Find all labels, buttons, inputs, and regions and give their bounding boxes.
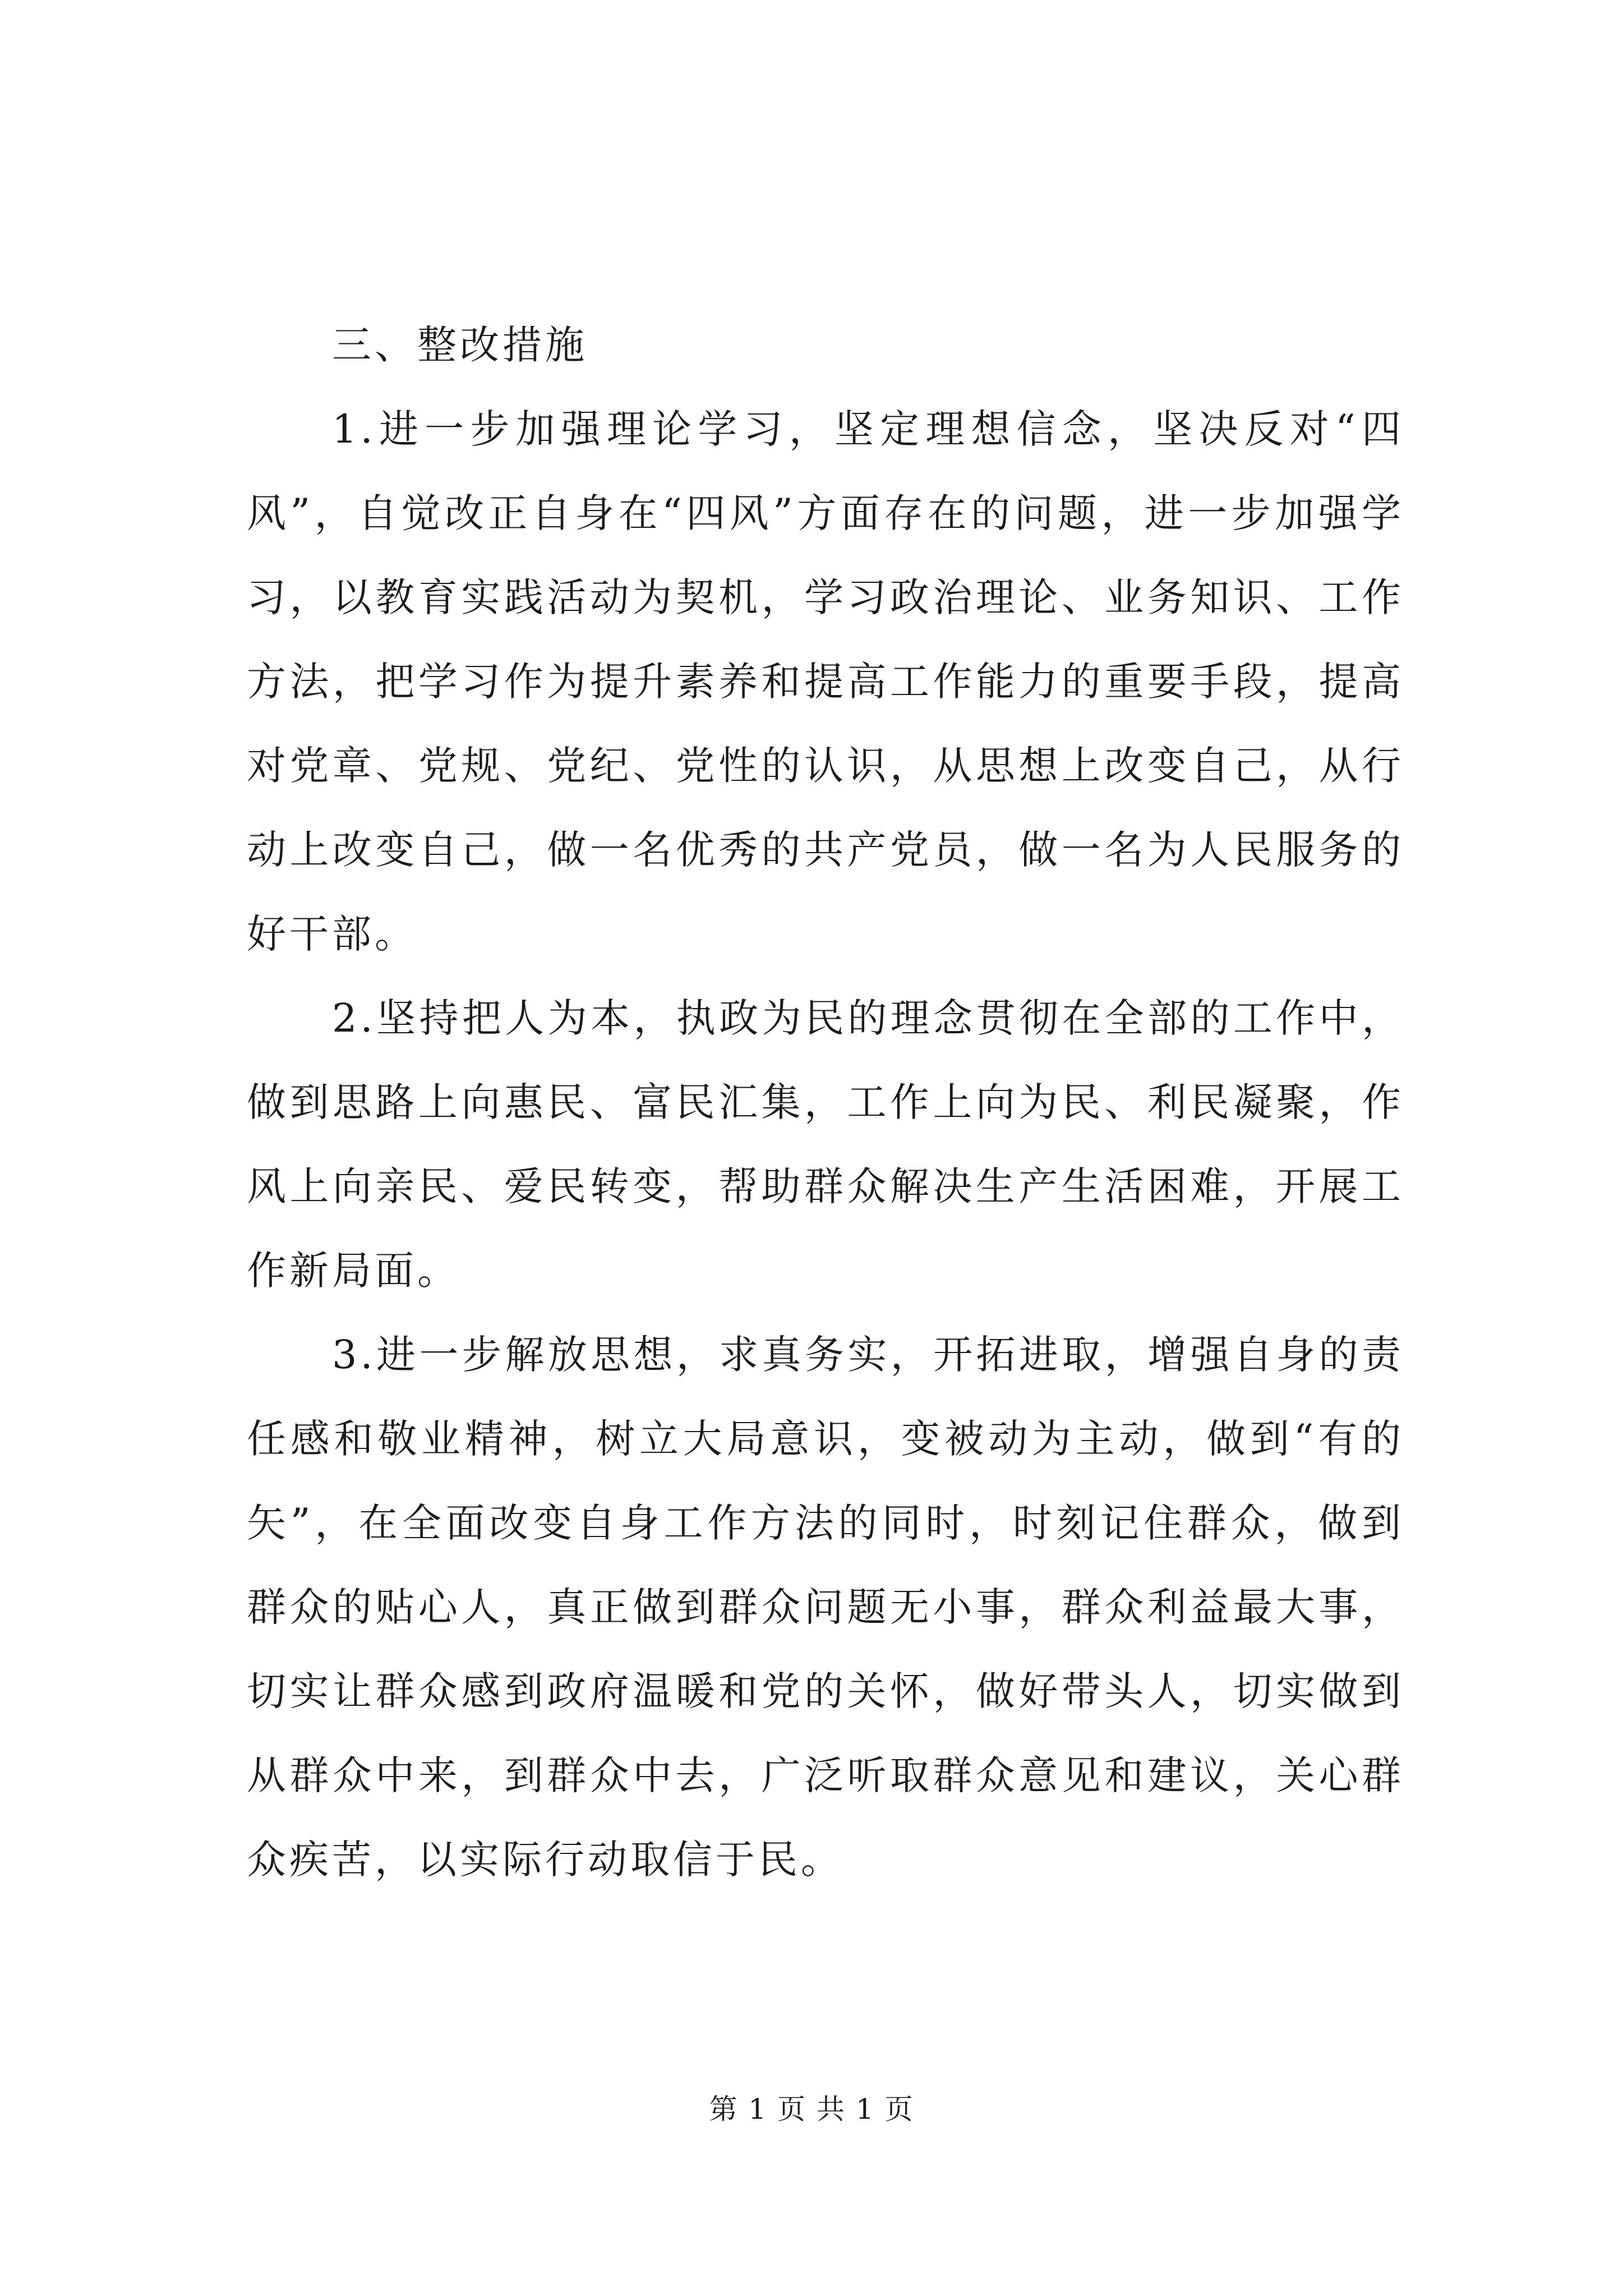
page-footer: 第 1 页 共 1 页 bbox=[709, 2093, 914, 2125]
paragraph-2: 2.坚持把人为本，执政为民的理念贯彻在全部的工作中，做到思路上向惠民、富民汇集，工作上向为民、利民凝聚，作风上向亲民、爱民转变，帮助群众解决生产生活困难，开展工作新局面。 bbox=[247, 995, 1404, 1294]
paragraph-1: 1.进一步加强理论学习，坚定理想信念，坚决反对“四风”，自觉改正自身在“四风”方面存在的问题，进一步加强学习，以教育实践活动为契机，学习政治理论、业务知识、工作方法，把学习作为提升素养和提高工作能力的重要手段，提高对党章、党规、党纪、党性的认识，从思想上改变自己，从行动上改变自己，做一名优秀的共产党员，做一名为人民服务的好干部。 bbox=[247, 406, 1404, 957]
section-heading: 三、整改措施 bbox=[332, 322, 588, 368]
document-body bbox=[247, 303, 1404, 1902]
paragraph-3: 3.进一步解放思想，求真务实，开拓进取，增强自身的责任感和敬业精神，树立大局意识，变被动为主动，做到“有的矢”，在全面改变自身工作方法的同时，时刻记住群众，做到群众的贴心人，真正做到群众问题无小事，群众利益最大事，切实让群众感到政府温暖和党的关怀，做好带头人，切实做到从群众中来，到群众中去，广泛听取群众意见和建议，关心群众疾苦，以实际行动取信于民。 bbox=[247, 1332, 1404, 1883]
